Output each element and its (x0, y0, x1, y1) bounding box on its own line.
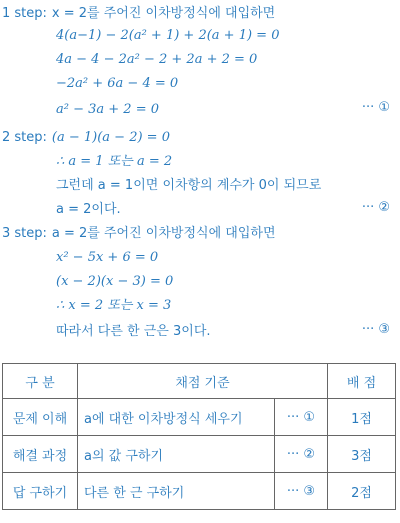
line-text: (x − 2)(x − 3) = 0 (56, 274, 174, 289)
solution-line (56, 100, 159, 120)
line-text: x² − 5x + 6 = 0 (56, 250, 159, 265)
category-cell: 답 구하기 (3, 473, 78, 510)
header-criterion: 채점 기준 (78, 364, 328, 399)
solution-line (2, 4, 275, 24)
solution-line (56, 296, 171, 316)
table-row (3, 436, 396, 473)
step-marker: ··· ② (361, 200, 390, 215)
solution-line (2, 224, 276, 244)
line-text: −2a² + 6a − 4 = 0 (56, 76, 179, 91)
marker-cell: ··· ③ (275, 473, 328, 510)
line-text: 4a − 4 − 2a² − 2 + 2a + 2 = 0 (56, 52, 258, 67)
marker-cell: ··· ② (275, 436, 328, 473)
step-label: 1 step: (2, 6, 47, 21)
line-text: 그런데 a = 1이면 이차항의 계수가 0이 되므로 (56, 178, 322, 193)
step-label: 2 step: (2, 130, 47, 145)
score-cell: 3점 (328, 436, 396, 473)
line-text: ∴ x = 2 또는 x = 3 (56, 298, 172, 313)
solution-line (56, 248, 158, 268)
solution-line (56, 200, 121, 220)
line-text: a = 2를 주어진 이차방정식에 대입하면 (51, 226, 276, 241)
solution-line (56, 272, 173, 292)
category-cell: 문제 이해 (3, 399, 78, 436)
criterion-cell: a의 값 구하기 (78, 436, 275, 473)
table-row (3, 473, 396, 510)
solution-line (56, 26, 279, 46)
solution-line (2, 128, 170, 148)
criterion-cell: a에 대한 이차방정식 세우기 (78, 399, 275, 436)
category-cell: 해결 과정 (3, 436, 78, 473)
step-marker: ··· ① (361, 100, 390, 115)
criterion-cell: 다른 한 근 구하기 (78, 473, 275, 510)
score-cell: 1점 (328, 399, 396, 436)
solution-line (56, 74, 178, 94)
solution-line (56, 176, 321, 196)
line-text: (a − 1)(a − 2) = 0 (51, 130, 170, 145)
step-marker: ··· ③ (361, 322, 390, 337)
score-cell: 2점 (328, 473, 396, 510)
line-text: 4(a−1) − 2(a² + 1) + 2(a + 1) = 0 (56, 28, 280, 43)
marker-cell: ··· ① (275, 399, 328, 436)
solution-line (56, 322, 211, 342)
table-row (3, 399, 396, 436)
line-text: a² − 3a + 2 = 0 (56, 102, 159, 117)
line-text: a = 2이다. (56, 202, 121, 217)
header-category: 구 분 (3, 364, 78, 399)
scoring-table (2, 363, 396, 510)
line-text: ∴ a = 1 또는 a = 2 (56, 154, 173, 169)
solution-line (56, 50, 257, 70)
solution-line (56, 152, 172, 172)
step-label: 3 step: (2, 226, 47, 241)
line-text: 따라서 다른 한 근은 3이다. (56, 324, 211, 339)
line-text: x = 2를 주어진 이차방정식에 대입하면 (51, 6, 276, 21)
header-score: 배 점 (328, 364, 396, 399)
